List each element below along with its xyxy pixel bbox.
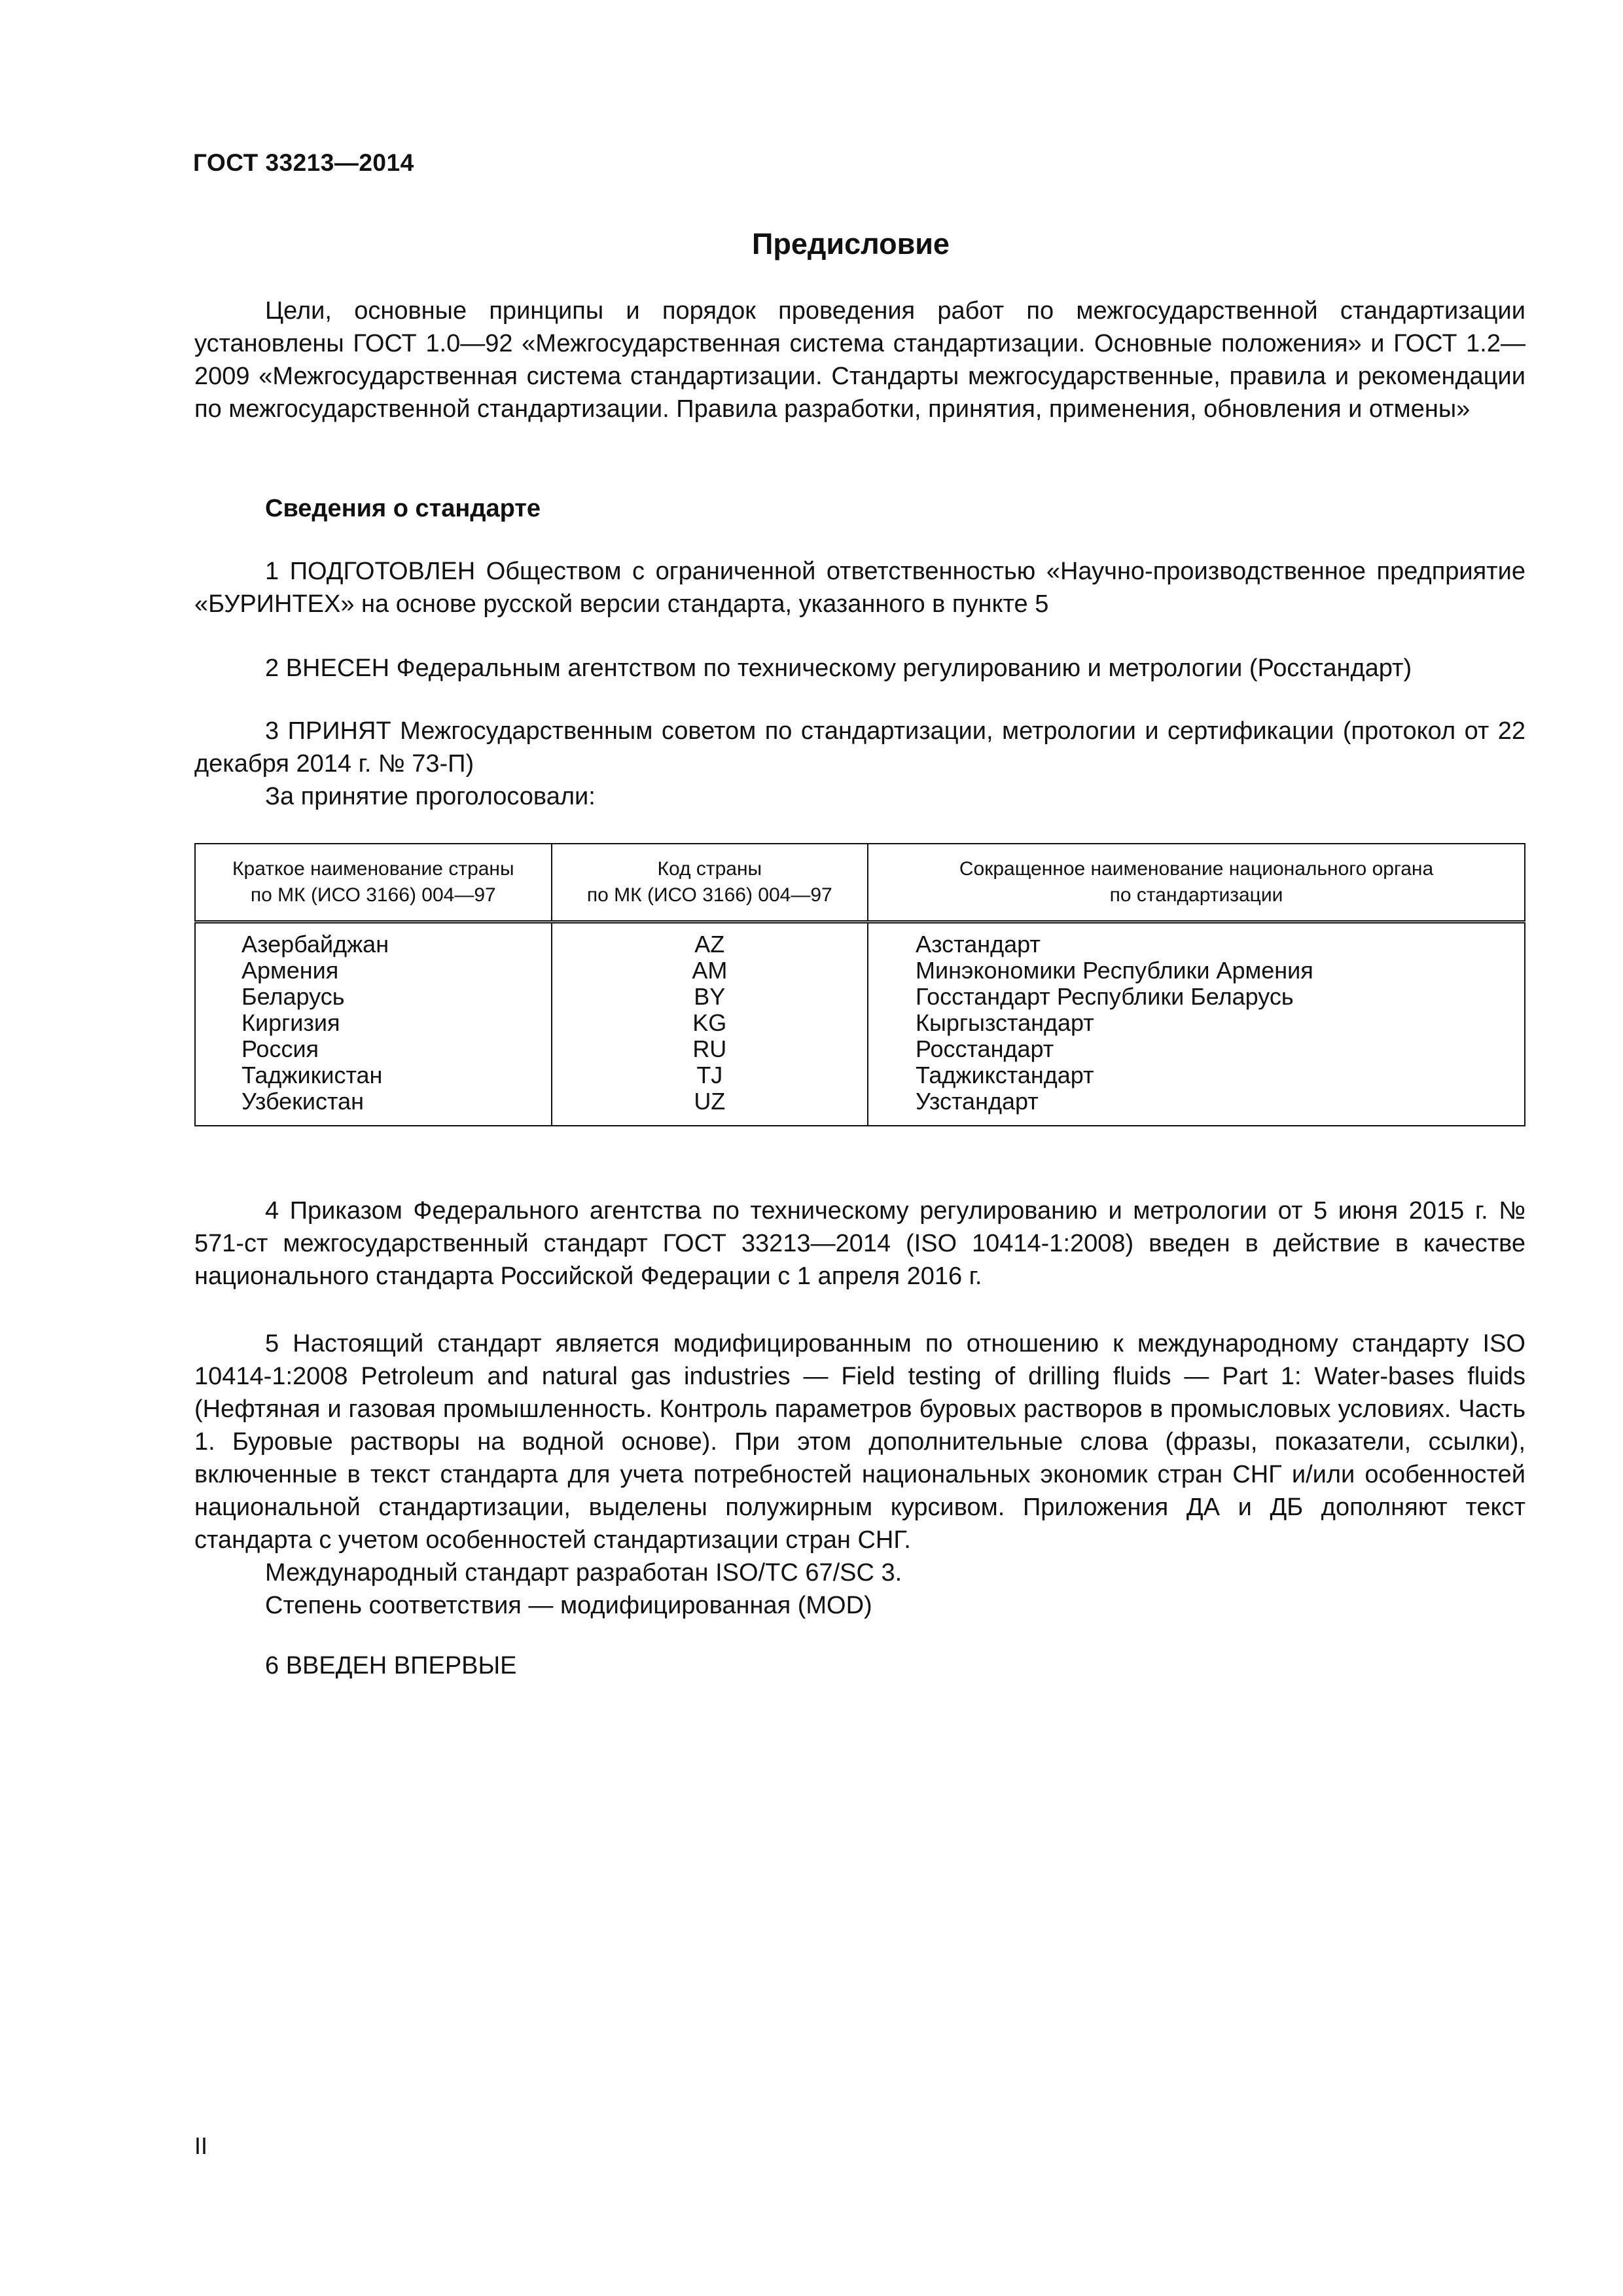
- item-1-paragraph: 1 ПОДГОТОВЛЕН Обществом с ограниченной ответственностью «Научно-производственное предприятие «БУРИНТЕХ» на основе русской версии стандарта, указанного в пункте 5: [194, 558, 1525, 618]
- intro-paragraph: Цели, основные принципы и порядок проведения работ по межгосударственной стандартизации установлены ГОСТ 1.0—92 «Межгосударственная система стандартизации. Основные положения» и ГОСТ 1.2—2009 «Межгосударственная система стандартизации. Стандарты межгосударственные, правила и рекомендации по межгосударственной стандартизации. Правила разработки, принятия, применения, обновления и отмены»: [194, 297, 1525, 423]
- country-name: Киргизия: [195, 1010, 552, 1036]
- national-body: Росстандарт: [868, 1036, 1525, 1062]
- header-country-code-line2: по МК (ИСО 3166) 004—97: [586, 884, 832, 906]
- item-3-section: [194, 715, 1525, 813]
- voted-label: За принятие проголосовали:: [265, 783, 596, 810]
- item-5-section: [194, 1327, 1525, 1622]
- intro-section: [194, 295, 1525, 425]
- country-name: Армения: [195, 958, 552, 984]
- national-body: Азстандарт: [868, 922, 1525, 958]
- item-2-section: [194, 652, 1525, 685]
- table-header-row: [195, 844, 1525, 922]
- country-code: UZ: [552, 1088, 868, 1126]
- page-title: Предисловие: [752, 227, 950, 260]
- country-name: Россия: [195, 1036, 552, 1062]
- country-code: RU: [552, 1036, 868, 1062]
- country-name: Узбекистан: [195, 1088, 552, 1126]
- country-name: Азербайджан: [195, 922, 552, 958]
- item-2-paragraph: 2 ВНЕСЕН Федеральным агентством по техническому регулированию и метрологии (Росстандарт): [265, 655, 1412, 682]
- table-row: [195, 984, 1525, 1010]
- country-code: AZ: [552, 922, 868, 958]
- international-standard-line: Международный стандарт разработан ISO/TC 67/SC 3.: [265, 1559, 902, 1587]
- header-country-code: [552, 844, 868, 922]
- national-body: Узстандарт: [868, 1088, 1525, 1126]
- document-code-header: ГОСТ 33213—2014: [193, 149, 414, 176]
- table-row: [195, 1036, 1525, 1062]
- country-name: Беларусь: [195, 984, 552, 1010]
- table-row: [195, 922, 1525, 958]
- countries-table: [194, 843, 1525, 1126]
- header-national-body-line2: по стандартизации: [1109, 884, 1283, 906]
- header-national-body-line1: Сокращенное наименование национального органа: [959, 858, 1434, 880]
- header-country-code-line1: Код страны: [657, 858, 762, 880]
- country-code: AM: [552, 958, 868, 984]
- page-number: II: [194, 2132, 208, 2159]
- header-country-name-line1: Краткое наименование страны: [232, 858, 514, 880]
- header-country-name-line2: по МК (ИСО 3166) 004—97: [250, 884, 496, 906]
- item-4-section: [194, 1194, 1525, 1293]
- table-row: [195, 958, 1525, 984]
- conformity-degree-line: Степень соответствия — модифицированная (MOD): [265, 1592, 872, 1619]
- national-body: Госстандарт Республики Беларусь: [868, 984, 1525, 1010]
- item-6-section: [194, 1649, 1525, 1682]
- national-body: Минэкономики Республики Армения: [868, 958, 1525, 984]
- item-1-section: [194, 555, 1525, 620]
- country-code: BY: [552, 984, 868, 1010]
- country-code: KG: [552, 1010, 868, 1036]
- table-row: [195, 1062, 1525, 1088]
- item-3-paragraph: 3 ПРИНЯТ Межгосударственным советом по стандартизации, метрологии и сертификации (протокол от 22 декабря 2014 г. № 73-П): [194, 717, 1525, 778]
- item-5-paragraph: 5 Настоящий стандарт является модифицированным по отношению к международному стандарту ISO 10414-1:2008 Petroleum and natural gas industries — Field testing of drilling fluids — Part 1: Water-bases fluids (Нефтяная и газовая промышленность. Контроль параметров буровых растворов в промысловых условиях. Часть 1. Буровые растворы на водной основе). При этом дополнительные слова (фразы, показатели, ссылки), включенные в текст стандарта для учета потребностей национальных экономик стран СНГ и/или особенностей национальной стандартизации, выделены полужирным курсивом. Приложения ДА и ДБ дополняют текст стандарта с учетом особенностей стандартизации стран СНГ.: [194, 1330, 1525, 1554]
- country-name: Таджикистан: [195, 1062, 552, 1088]
- table-row: [195, 1010, 1525, 1036]
- item-4-paragraph: 4 Приказом Федерального агентства по техническому регулированию и метрологии от 5 июня 2015 г. № 571-ст межгосударственный стандарт ГОСТ 33213—2014 (ISO 10414-1:2008) введен в действие в качестве национального стандарта Российской Федерации с 1 апреля 2016 г.: [194, 1197, 1525, 1290]
- country-code: TJ: [552, 1062, 868, 1088]
- national-body: Кыргызстандарт: [868, 1010, 1525, 1036]
- table-row: [195, 1088, 1525, 1126]
- header-country-name: [195, 844, 552, 922]
- info-heading: Сведения о стандарте: [265, 495, 541, 522]
- national-body: Таджикстандарт: [868, 1062, 1525, 1088]
- header-national-body: [868, 844, 1525, 922]
- item-6-paragraph: 6 ВВЕДЕН ВПЕРВЫЕ: [265, 1652, 517, 1679]
